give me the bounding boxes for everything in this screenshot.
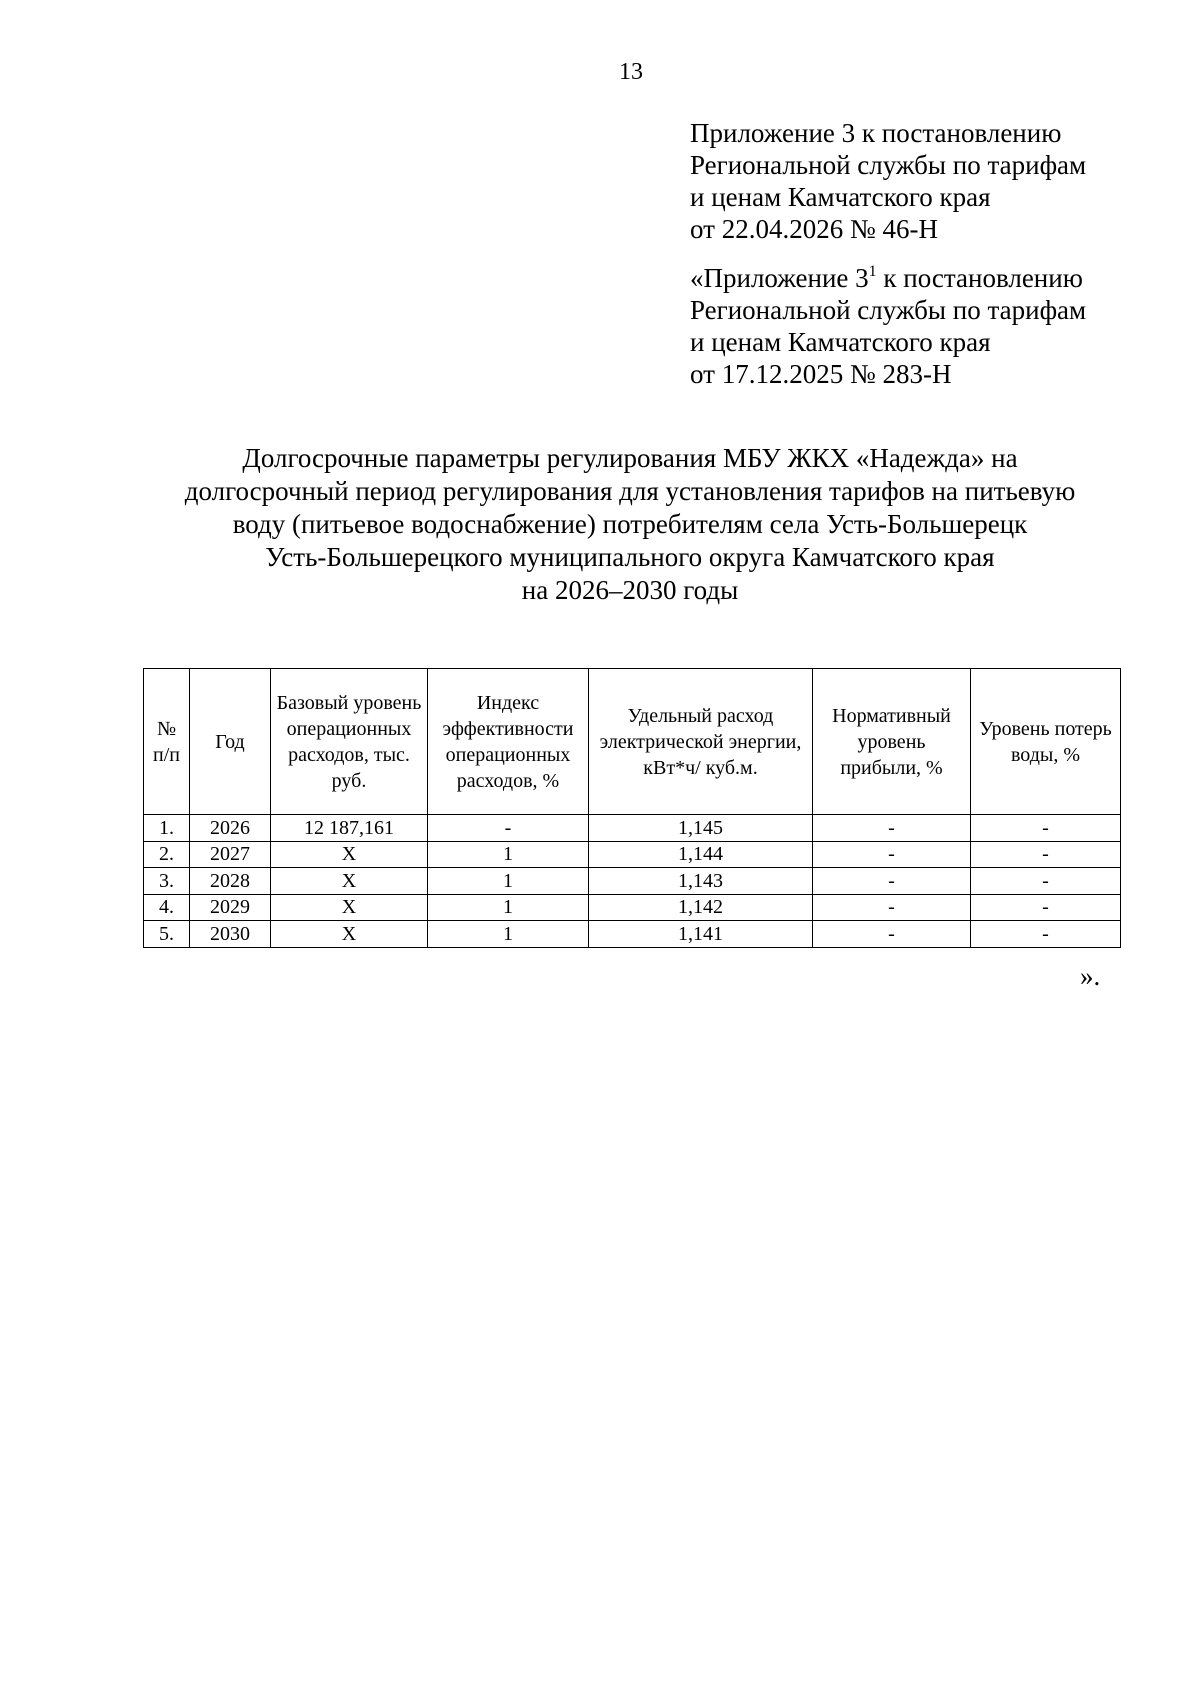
appendix-header-line: от 22.04.2026 № 46-Н — [690, 214, 938, 244]
header-water-loss: Уровень потерь воды, % — [971, 669, 1121, 815]
cell-year: 2028 — [190, 868, 271, 895]
cell-water-loss: - — [971, 894, 1121, 921]
cell-base-opex: Х — [271, 894, 428, 921]
cell-efficiency-index: 1 — [428, 894, 589, 921]
cell-water-loss: - — [971, 921, 1121, 948]
cell-year: 2027 — [190, 841, 271, 868]
parameters-table — [143, 668, 1121, 948]
cell-number: 3. — [144, 868, 190, 895]
cell-efficiency-index: 1 — [428, 868, 589, 895]
cell-base-opex: 12 187,161 — [271, 815, 428, 842]
cell-energy-consumption: 1,143 — [589, 868, 813, 895]
title-line: долгосрочный период регулирования для установления тарифов на питьевую — [184, 476, 1076, 506]
document-title — [60, 442, 1200, 607]
quoted-appendix-header — [690, 262, 1086, 390]
table-header-row — [144, 669, 1121, 815]
header-efficiency-index: Индекс эффективности операционных расходов, % — [428, 669, 589, 815]
quoted-appendix-prefix: «Приложение 3 — [690, 263, 869, 293]
cell-water-loss: - — [971, 868, 1121, 895]
table-row — [144, 921, 1121, 948]
cell-efficiency-index: 1 — [428, 921, 589, 948]
table-row — [144, 894, 1121, 921]
header-number: № п/п — [144, 669, 190, 815]
appendix-header-line: и ценам Камчатского края — [690, 182, 991, 212]
table-row — [144, 841, 1121, 868]
cell-profit-level: - — [813, 921, 971, 948]
appendix-header-line: Региональной службы по тарифам — [690, 150, 1087, 180]
quoted-appendix-line: и ценам Камчатского края — [690, 327, 991, 357]
cell-base-opex: Х — [271, 921, 428, 948]
appendix-superscript: 1 — [868, 263, 877, 280]
quoted-appendix-first-line — [690, 262, 1086, 294]
quoted-appendix-line: Региональной службы по тарифам — [690, 295, 1087, 325]
cell-base-opex: Х — [271, 841, 428, 868]
cell-water-loss: - — [971, 815, 1121, 842]
cell-year: 2029 — [190, 894, 271, 921]
cell-profit-level: - — [813, 841, 971, 868]
cell-year: 2030 — [190, 921, 271, 948]
cell-profit-level: - — [813, 868, 971, 895]
header-year: Год — [190, 669, 271, 815]
cell-number: 4. — [144, 894, 190, 921]
title-line: воду (питьевое водоснабжение) потребителям села Усть-Большерецк — [232, 509, 1028, 539]
quoted-appendix-line: от 17.12.2025 № 283-Н — [690, 359, 952, 389]
cell-year: 2026 — [190, 815, 271, 842]
cell-efficiency-index: - — [428, 815, 589, 842]
appendix-header — [690, 117, 1086, 245]
cell-water-loss: - — [971, 841, 1121, 868]
quoted-appendix-suffix: к постановлению — [876, 263, 1083, 293]
cell-number: 2. — [144, 841, 190, 868]
title-line: на 2026–2030 годы — [521, 575, 739, 605]
cell-number: 1. — [144, 815, 190, 842]
cell-energy-consumption: 1,141 — [589, 921, 813, 948]
cell-energy-consumption: 1,142 — [589, 894, 813, 921]
header-energy-consumption: Удельный расход электрической энергии, кВт*ч/ куб.м. — [589, 669, 813, 815]
cell-profit-level: - — [813, 894, 971, 921]
header-base-opex: Базовый уровень операционных расходов, тыс. руб. — [271, 669, 428, 815]
table-row — [144, 815, 1121, 842]
closing-quote: ». — [1080, 961, 1101, 991]
title-line: Усть-Большерецкого муниципального округа Камчатского края — [265, 542, 995, 572]
cell-profit-level: - — [813, 815, 971, 842]
title-line: Долгосрочные параметры регулирования МБУ ЖКХ «Надежда» на — [242, 443, 1018, 473]
cell-number: 5. — [144, 921, 190, 948]
page-number: 13 — [619, 59, 643, 85]
cell-base-opex: Х — [271, 868, 428, 895]
cell-energy-consumption: 1,144 — [589, 841, 813, 868]
table-row — [144, 868, 1121, 895]
header-profit-level: Нормативный уровень прибыли, % — [813, 669, 971, 815]
cell-energy-consumption: 1,145 — [589, 815, 813, 842]
cell-efficiency-index: 1 — [428, 841, 589, 868]
appendix-header-line: Приложение 3 к постановлению — [690, 118, 1062, 148]
